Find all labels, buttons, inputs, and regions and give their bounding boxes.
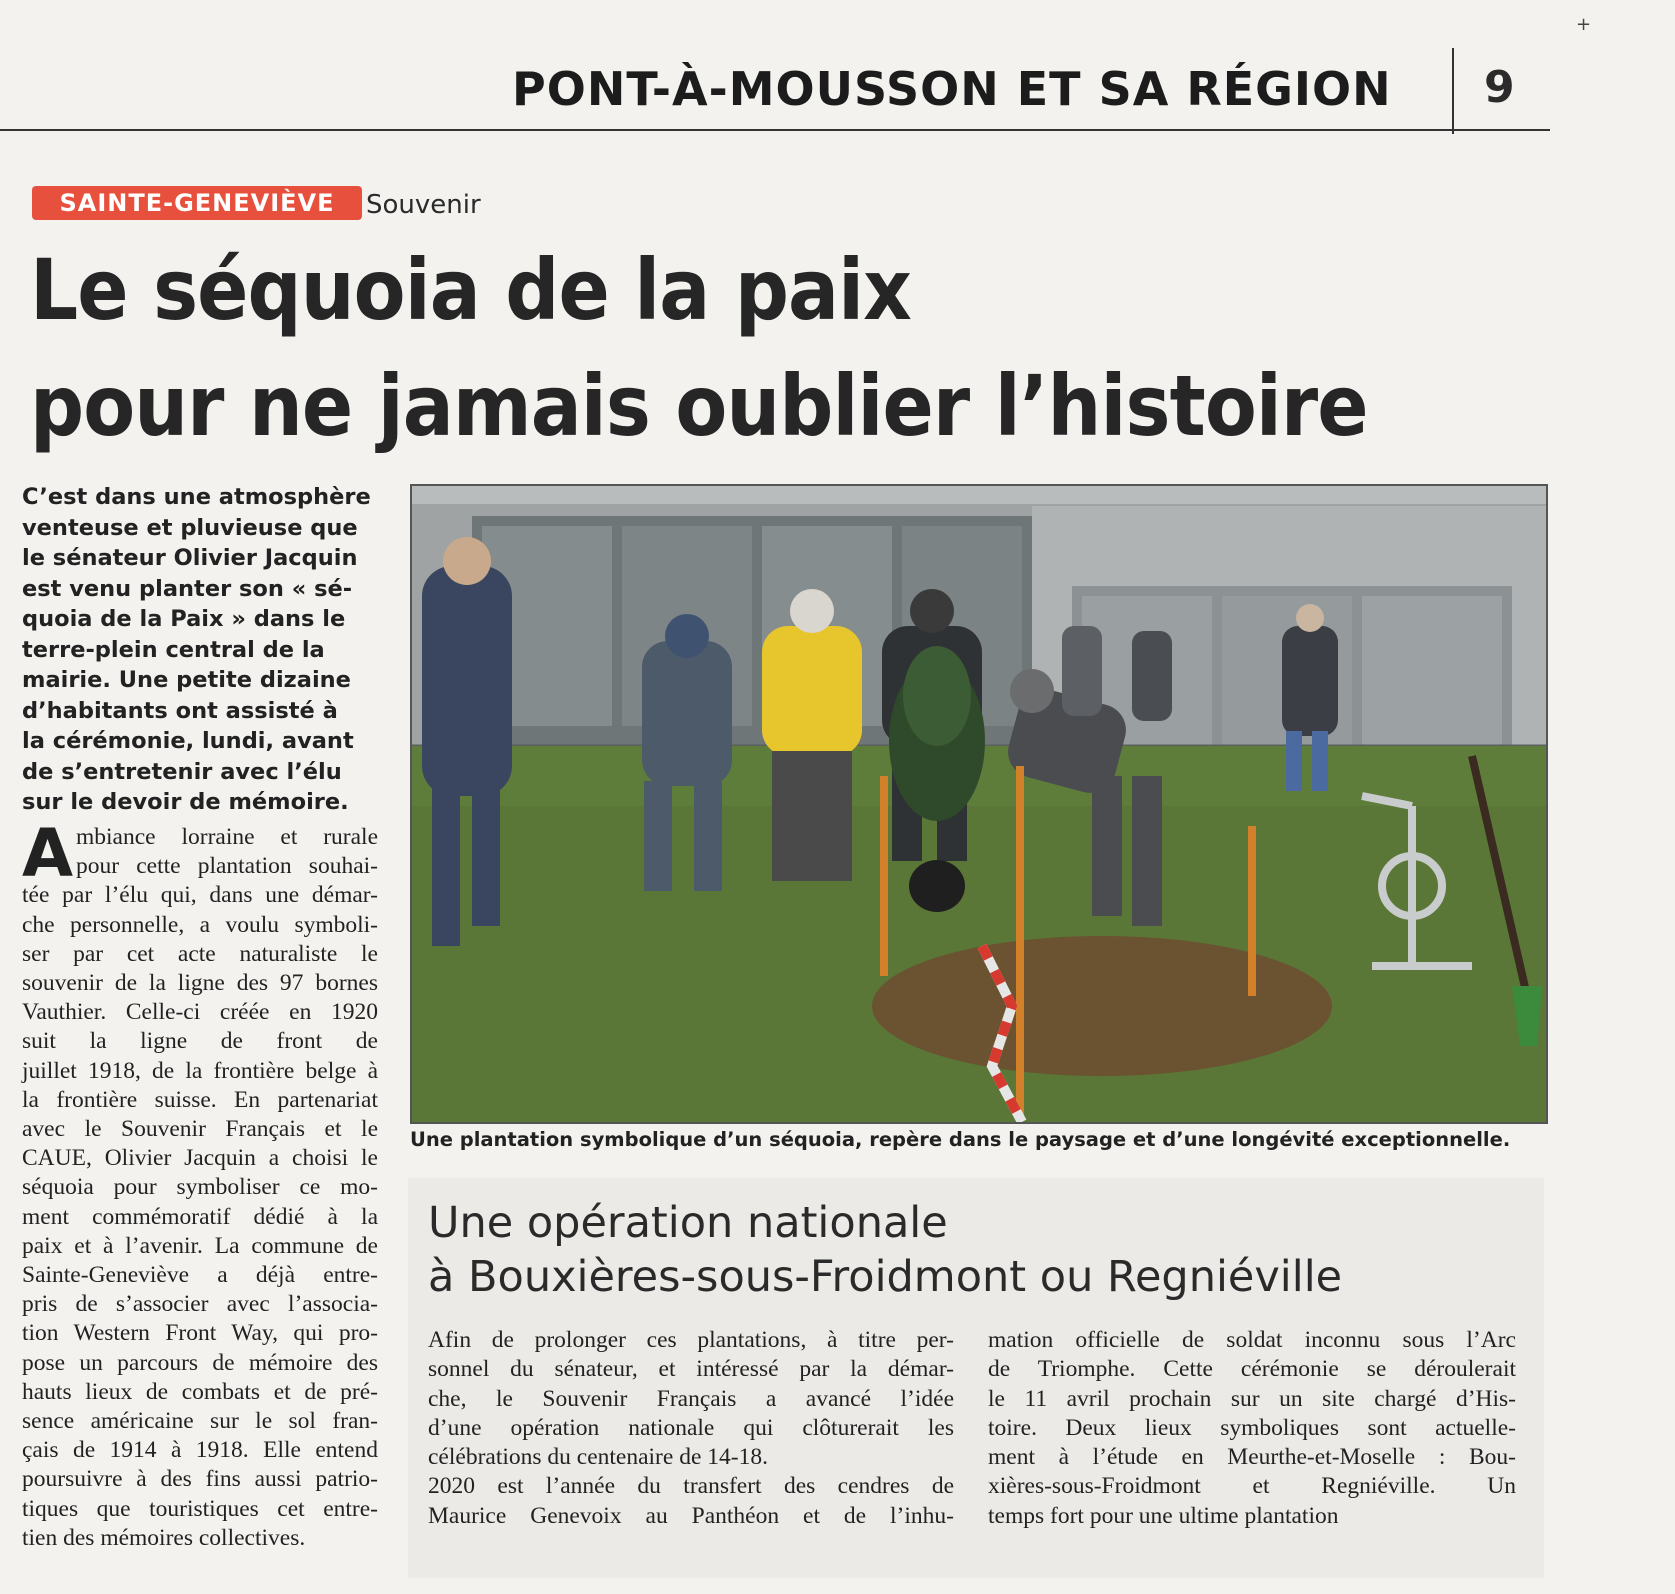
rubric-label: Souvenir bbox=[366, 190, 481, 220]
secondary-line: de Triomphe. Cette cérémonie se déroulerait bbox=[988, 1356, 1516, 1383]
secondary-line: Afin de prolonger ces plantations, à titre per- bbox=[428, 1327, 954, 1353]
photo-caption: Une plantation symbolique d’un séquoia, repère dans le paysage et d’une longévité exceptionnelle. bbox=[410, 1128, 1511, 1151]
body-line: séquoia pour symboliser ce mo- bbox=[22, 1174, 378, 1201]
secondary-line: xières-sous-Froidmont et Regniéville. Un bbox=[988, 1473, 1516, 1500]
body-line: pris de s’associer avec l’associa- bbox=[22, 1291, 378, 1318]
secondary-line: célébrations du centenaire de 14-18. bbox=[428, 1444, 768, 1471]
body-line: pour cette plantation souhai- bbox=[76, 853, 378, 880]
body-line: avec le Souvenir Français et le bbox=[22, 1116, 378, 1143]
lead-line: est venu planter son « sé- bbox=[22, 575, 353, 602]
body-line: souvenir de la ligne des 97 bornes bbox=[22, 970, 378, 997]
article-photo bbox=[410, 484, 1548, 1124]
body-line: sence américaine sur le sol fran- bbox=[22, 1408, 378, 1435]
body-line: tien des mémoires collectives. bbox=[22, 1524, 306, 1551]
page-number: 9 bbox=[1484, 62, 1515, 113]
scan-registration-mark: + bbox=[1576, 14, 1592, 35]
secondary-line: ment à l’étude en Meurthe-et-Moselle : Bou- bbox=[988, 1444, 1516, 1471]
body-line: paix et à l’avenir. La commune de bbox=[22, 1232, 378, 1259]
body-line: suit la ligne de front de bbox=[22, 1028, 378, 1055]
secondary-line: le 11 avril prochain sur un site chargé d’His- bbox=[988, 1385, 1516, 1412]
body-line: che personnelle, a voulu symboli- bbox=[22, 911, 378, 938]
headline-line-1: Le séquoia de la paix bbox=[30, 241, 912, 339]
secondary-line: toire. Deux lieux symboliques sont actuelle- bbox=[988, 1414, 1516, 1441]
body-line: çais de 1914 à 1918. Elle entend bbox=[22, 1437, 378, 1464]
article-body bbox=[22, 815, 378, 1553]
body-line: poursuivre à des fins aussi patrio- bbox=[22, 1466, 378, 1493]
body-line: tion Western Front Way, qui pro- bbox=[22, 1320, 378, 1347]
lead-paragraph bbox=[22, 482, 382, 818]
secondary-line: temps fort pour une ultime plantation bbox=[988, 1502, 1339, 1529]
lead-line: quoia de la Paix » dans le bbox=[22, 606, 346, 632]
body-line: Vauthier. Celle-ci créée en 1920 bbox=[22, 999, 378, 1026]
lead-line: terre-plein central de la bbox=[22, 636, 325, 663]
secondary-headline bbox=[428, 1196, 1538, 1304]
section-title: PONT-À-MOUSSON ET SA RÉGION bbox=[512, 62, 1392, 116]
lead-line: C’est dans une atmosphère bbox=[22, 484, 371, 510]
lead-line: la cérémonie, lundi, avant bbox=[22, 728, 354, 754]
body-line: tée par l’élu qui, dans une démar- bbox=[22, 882, 378, 909]
body-line: ment commémoratif dédié à la bbox=[22, 1203, 378, 1230]
headline bbox=[30, 232, 1630, 464]
secondary-line: mation officielle de soldat inconnu sous l’Arc bbox=[988, 1327, 1516, 1353]
lead-line: mairie. Une petite dizaine bbox=[22, 667, 351, 693]
secondary-column-1 bbox=[428, 1326, 954, 1531]
secondary-column-2 bbox=[988, 1326, 1516, 1531]
secondary-line: d’une opération nationale qui clôturerait les bbox=[428, 1414, 954, 1441]
secondary-headline-line-1: Une opération nationale bbox=[428, 1198, 948, 1248]
secondary-line: Maurice Genevoix au Panthéon et de l’inhu- bbox=[428, 1502, 954, 1529]
body-line: Sainte-Geneviève a déjà entre- bbox=[22, 1262, 378, 1289]
header-divider bbox=[1452, 48, 1454, 134]
lead-line: le sénateur Olivier Jacquin bbox=[22, 545, 358, 571]
body-line: juillet 1918, de la frontière belge à bbox=[22, 1057, 378, 1084]
locality-tag: SAINTE-GENEVIÈVE bbox=[32, 186, 362, 220]
body-line: la frontière suisse. En partenariat bbox=[22, 1086, 378, 1113]
headline-line-2: pour ne jamais oublier l’histoire bbox=[30, 357, 1368, 455]
secondary-line: che, le Souvenir Français a avancé l’idée bbox=[428, 1385, 954, 1412]
body-line: CAUE, Olivier Jacquin a choisi le bbox=[22, 1145, 378, 1172]
secondary-line: sonnel du sénateur, et intéressé par la démar- bbox=[428, 1356, 954, 1383]
secondary-line: 2020 est l’année du transfert des cendres de bbox=[428, 1473, 954, 1500]
body-line: pose un parcours de mémoire des bbox=[22, 1349, 378, 1376]
secondary-headline-line-2: à Bouxières-sous-Froidmont ou Regniéville bbox=[428, 1252, 1343, 1302]
header-rule bbox=[0, 129, 1550, 131]
lead-line: de s’entretenir avec l’élu bbox=[22, 758, 342, 785]
drop-cap: A bbox=[22, 815, 74, 892]
body-line: tiques que touristiques cet entre- bbox=[22, 1495, 378, 1522]
body-line: ser par cet acte naturaliste le bbox=[22, 940, 378, 967]
lead-line: venteuse et pluvieuse que bbox=[22, 514, 358, 541]
body-line: hauts lieux de combats et de pré- bbox=[22, 1378, 378, 1405]
lead-line: sur le devoir de mémoire. bbox=[22, 789, 349, 815]
lead-line: d’habitants ont assisté à bbox=[22, 697, 338, 724]
body-line: mbiance lorraine et rurale bbox=[76, 824, 378, 850]
